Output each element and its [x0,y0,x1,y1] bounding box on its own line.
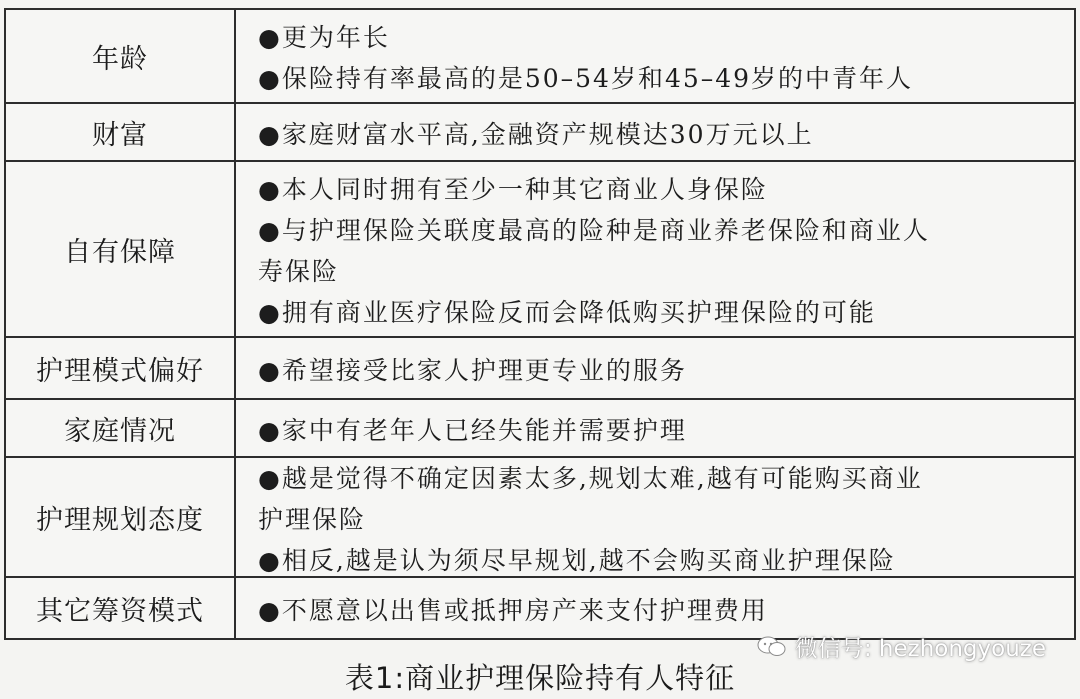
watermark-text: 微信号: hezhongyouze [794,636,1046,662]
row-content [236,104,1074,160]
bullet-line: ●本人同时拥有至少一种其它商业人身保险 [258,175,768,204]
table-row [6,338,1074,400]
row-content [236,10,1074,102]
row-label: 其它筹资模式 [6,578,236,638]
row-label: 家庭情况 [6,400,236,456]
row-label: 财富 [6,104,236,160]
characteristics-table [4,8,1076,640]
table-caption: 表1:商业护理保险持有人特征 [344,661,736,695]
table-row [6,578,1074,638]
bullet-line: ●家庭财富水平高,金融资产规模达30万元以上 [258,119,814,149]
row-label: 护理模式偏好 [6,338,236,398]
table-row [6,10,1074,104]
bullet-line: ●保险持有率最高的是50–54岁和45–49岁的中青年人 [258,64,914,93]
row-label: 年龄 [6,10,236,102]
table-row [6,104,1074,162]
table-row [6,458,1074,578]
row-content [236,578,1074,638]
bullet-line-continuation: 寿保险 [258,257,340,286]
bullet-line: ●更为年长 [258,23,390,52]
bullet-line: ●希望接受比家人护理更专业的服务 [258,355,687,385]
bullet-line: ●拥有商业医疗保险反而会降低购买护理保险的可能 [258,298,876,327]
bullet-line: ●相反,越是认为须尽早规划,越不会购买商业护理保险 [258,545,896,575]
table-row [6,162,1074,338]
table-row [6,400,1074,458]
row-label: 自有保障 [6,162,236,336]
row-content [236,400,1074,456]
row-content [236,162,1074,336]
bullet-line: ●不愿意以出售或抵押房产来支付护理费用 [258,595,768,625]
bullet-line: ●家中有老年人已经失能并需要护理 [258,415,687,445]
row-content [236,338,1074,398]
bullet-line-continuation: 护理保险 [258,504,367,534]
row-label: 护理规划态度 [6,458,236,576]
row-content [236,458,1074,576]
bullet-line: ●越是觉得不确定因素太多,规划太难,越有可能购买商业 [258,463,923,493]
wechat-icon [757,635,787,659]
bullet-line: ●与护理保险关联度最高的险种是商业养老保险和商业人 [258,216,930,245]
